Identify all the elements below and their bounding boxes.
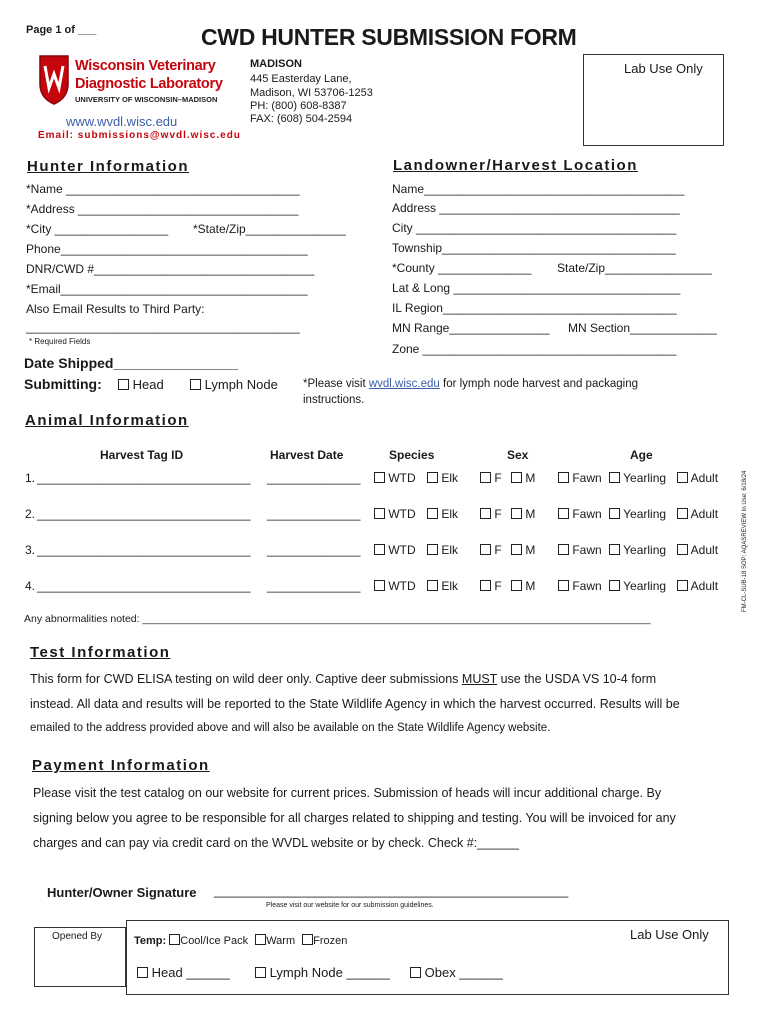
mn-section-field[interactable]: MN Section_____________ [568, 321, 717, 335]
test-line-2: instead. All data and results will be reported to the State Wildlife Agency in which the harvest occurred. Results will be [30, 697, 680, 711]
lymph-note: *Please visit wvdl.wisc.edu for lymph node harvest and packaging [303, 378, 638, 390]
harvest-tag-field[interactable]: ________________________________ [37, 543, 251, 557]
opened-by-label: Opened By [52, 931, 103, 942]
checkbox-icon[interactable] [480, 508, 491, 519]
checkbox-icon[interactable] [137, 967, 148, 978]
test-heading: Test Information [30, 644, 171, 661]
row-number: 1. [25, 471, 36, 485]
age-yearling-option[interactable]: Yearling [609, 507, 666, 521]
lab-use-label: Lab Use Only [624, 61, 703, 76]
checkbox-icon[interactable] [677, 508, 688, 519]
row-number: 2. [25, 507, 36, 521]
species-wtd-option[interactable]: WTD [374, 543, 416, 557]
checkbox-icon[interactable] [427, 472, 438, 483]
harvest-date-field[interactable]: ______________ [267, 471, 361, 485]
age-adult-option[interactable]: Adult [677, 543, 718, 557]
harvest-tag-field[interactable]: ________________________________ [37, 579, 251, 593]
address-street: 445 Easterday Lane, [250, 73, 352, 85]
checkbox-icon[interactable] [118, 379, 129, 390]
harvest-tag-field[interactable]: ________________________________ [37, 471, 251, 485]
age-adult-option[interactable]: Adult [677, 471, 718, 485]
checkbox-icon[interactable] [609, 508, 620, 519]
land-state-field[interactable]: State/Zip________________ [557, 261, 712, 275]
checkbox-icon[interactable] [410, 967, 421, 978]
mn-range-field[interactable]: MN Range_______________ [392, 321, 550, 335]
third-party-label: Also Email Results to Third Party: [26, 302, 205, 316]
age-yearling-option[interactable]: Yearling [609, 471, 666, 485]
checkbox-icon[interactable] [677, 472, 688, 483]
checkbox-icon[interactable] [374, 580, 385, 591]
lab-use-box-top [583, 54, 724, 146]
sex-f-option[interactable]: F [480, 579, 502, 593]
checkbox-icon[interactable] [677, 544, 688, 555]
logo-line-2: Diagnostic Laboratory [75, 76, 223, 92]
checkbox-icon[interactable] [427, 580, 438, 591]
checkbox-icon[interactable] [169, 934, 180, 945]
sex-f-option[interactable]: F [480, 507, 502, 521]
checkbox-icon[interactable] [677, 580, 688, 591]
hunter-email-field[interactable]: *Email_____________________________________ [26, 282, 308, 296]
col-sex: Sex [507, 448, 529, 462]
hunter-heading: Hunter Information [27, 158, 189, 175]
species-wtd-option[interactable]: WTD [374, 507, 416, 521]
payment-line-2: signing below you agree to be responsible for all charges related to shipping and testing. You will be invoiced for any [33, 811, 676, 825]
test-line-3: emailed to the address provided above and will also be available on the State Wildlife Agency website. [30, 722, 551, 734]
age-fawn-option[interactable]: Fawn [558, 507, 602, 521]
lab-use-box-bottom [126, 920, 729, 995]
township-field[interactable]: Township___________________________________ [392, 241, 676, 255]
address-phone: PH: (800) 608-8387 [250, 100, 347, 112]
third-party-field[interactable]: _________________________________________ [26, 320, 300, 334]
form-code: FM-CL-SUB-18 SOP: AQASREVIEW In Use: 6/18/24 [742, 470, 748, 612]
hunter-phone-field[interactable]: Phone_____________________________________ [26, 242, 308, 256]
sex-m-option[interactable]: M [511, 507, 535, 521]
checkbox-icon[interactable] [302, 934, 313, 945]
harvest-date-field[interactable]: ______________ [267, 579, 361, 593]
checkbox-icon[interactable] [374, 544, 385, 555]
latlong-field[interactable]: Lat & Long __________________________________ [392, 281, 681, 295]
test-line-1: This form for CWD ELISA testing on wild deer only. Captive deer submissions MUST use the USDA VS 10-4 form [30, 672, 657, 686]
abnormalities-field[interactable]: Any abnormalities noted: _______________________________________________________________________________________ [24, 613, 651, 625]
submit-head-option[interactable]: Head [118, 377, 164, 392]
payment-line-1: Please visit the test catalog on our website for current prices. Submission of heads will incur additional charge. By [33, 786, 662, 800]
col-species: Species [389, 448, 435, 462]
page-number: Page 1 of ___ [26, 24, 97, 36]
temp-row: Temp: Cool/Ice Pack Warm Frozen [134, 935, 348, 947]
age-fawn-option[interactable]: Fawn [558, 543, 602, 557]
address-fax: FAX: (608) 504-2594 [250, 113, 353, 125]
col-age: Age [630, 448, 653, 462]
harvest-date-field[interactable]: ______________ [267, 507, 361, 521]
sex-f-option[interactable]: F [480, 471, 502, 485]
logo-line-3: UNIVERSITY OF WISCONSIN–MADISON [75, 95, 218, 104]
col-harvest-date: Harvest Date [270, 448, 344, 462]
checkbox-icon[interactable] [480, 544, 491, 555]
checkbox-icon[interactable] [255, 934, 266, 945]
il-region-field[interactable]: IL Region___________________________________ [392, 301, 677, 315]
checkbox-icon[interactable] [558, 544, 569, 555]
checkbox-icon[interactable] [511, 472, 522, 483]
checkbox-icon[interactable] [609, 580, 620, 591]
lab-lymph-field[interactable]: Lymph Node ______ [255, 965, 390, 980]
hunter-address-field[interactable]: *Address _________________________________ [26, 202, 299, 216]
opened-by-box [34, 927, 126, 987]
checkbox-icon[interactable] [427, 544, 438, 555]
checkbox-icon[interactable] [558, 472, 569, 483]
date-shipped-field[interactable]: Date Shipped________________ [24, 355, 239, 371]
hunter-dnr-field[interactable]: DNR/CWD #_________________________________ [26, 262, 315, 276]
age-fawn-option[interactable]: Fawn [558, 579, 602, 593]
species-elk-option[interactable]: Elk [427, 579, 458, 593]
wvdl-logo [38, 54, 228, 108]
hunter-state-field[interactable]: *State/Zip_______________ [193, 222, 346, 236]
age-yearling-option[interactable]: Yearling [609, 579, 666, 593]
required-note: * Required Fields [29, 337, 91, 346]
land-name-field[interactable]: Name_______________________________________ [392, 182, 685, 196]
sex-m-option[interactable]: M [511, 471, 535, 485]
checkbox-icon[interactable] [511, 508, 522, 519]
checkbox-icon[interactable] [609, 544, 620, 555]
zone-field[interactable]: Zone ______________________________________ [392, 342, 677, 356]
lymph-note-line2: instructions. [303, 394, 365, 406]
website-link[interactable]: www.wvdl.wisc.edu [66, 114, 178, 129]
logo-line-1: Wisconsin Veterinary [75, 58, 216, 74]
age-adult-option[interactable]: Adult [677, 507, 718, 521]
checkbox-icon[interactable] [190, 379, 201, 390]
harvest-tag-field[interactable]: ________________________________ [37, 507, 251, 521]
lab-use-bottom-label: Lab Use Only [630, 927, 709, 942]
age-fawn-option[interactable]: Fawn [558, 471, 602, 485]
signature-label: Hunter/Owner Signature [47, 885, 197, 900]
lymph-note-link[interactable]: wvdl.wisc.edu [368, 378, 440, 390]
landowner-heading: Landowner/Harvest Location [393, 157, 638, 174]
species-wtd-option[interactable]: WTD [374, 579, 416, 593]
checkbox-icon[interactable] [255, 967, 266, 978]
checkbox-icon[interactable] [558, 508, 569, 519]
checkbox-icon[interactable] [427, 508, 438, 519]
age-adult-option[interactable]: Adult [677, 579, 718, 593]
animal-heading: Animal Information [25, 412, 189, 429]
checkbox-icon[interactable] [374, 472, 385, 483]
hunter-name-field[interactable]: *Name ___________________________________ [26, 182, 300, 196]
checkbox-icon[interactable] [511, 544, 522, 555]
row-number: 4. [25, 579, 36, 593]
county-field[interactable]: *County ______________ [392, 261, 532, 275]
email-link[interactable]: Email: submissions@wvdl.wisc.edu [38, 130, 241, 141]
address-city: MADISON [250, 58, 302, 70]
submitting-label: Submitting: [24, 376, 102, 392]
species-wtd-option[interactable]: WTD [374, 471, 416, 485]
checkbox-icon[interactable] [480, 472, 491, 483]
checkbox-icon[interactable] [609, 472, 620, 483]
hunter-city-field[interactable]: *City _________________ [26, 222, 169, 236]
lab-obex-field[interactable]: Obex ______ [410, 965, 503, 980]
land-city-field[interactable]: City _______________________________________ [392, 221, 677, 235]
checkbox-icon[interactable] [558, 580, 569, 591]
payment-heading: Payment Information [32, 757, 210, 774]
payment-line-3[interactable]: charges and can pay via credit card on the WVDL website or by check. Check #:______ [33, 836, 519, 850]
checkbox-icon[interactable] [374, 508, 385, 519]
sex-m-option[interactable]: M [511, 579, 535, 593]
lab-head-field[interactable]: Head ______ [137, 965, 230, 980]
harvest-date-field[interactable]: ______________ [267, 543, 361, 557]
species-elk-option[interactable]: Elk [427, 543, 458, 557]
col-harvest-tag: Harvest Tag ID [100, 448, 184, 462]
guidelines-note: Please visit our website for our submission guidelines. [266, 902, 434, 909]
species-elk-option[interactable]: Elk [427, 507, 458, 521]
signature-field[interactable]: _________________________________________________ [214, 883, 569, 898]
sex-m-option[interactable]: M [511, 543, 535, 557]
land-address-field[interactable]: Address ____________________________________ [392, 201, 680, 215]
page-title: CWD HUNTER SUBMISSION FORM [201, 24, 577, 50]
age-yearling-option[interactable]: Yearling [609, 543, 666, 557]
row-number: 3. [25, 543, 36, 557]
submit-lymph-option[interactable]: Lymph Node [190, 377, 278, 392]
checkbox-icon[interactable] [480, 580, 491, 591]
crest-icon [38, 54, 70, 106]
address-citystate: Madison, WI 53706-1253 [250, 87, 373, 99]
sex-f-option[interactable]: F [480, 543, 502, 557]
checkbox-icon[interactable] [511, 580, 522, 591]
species-elk-option[interactable]: Elk [427, 471, 458, 485]
